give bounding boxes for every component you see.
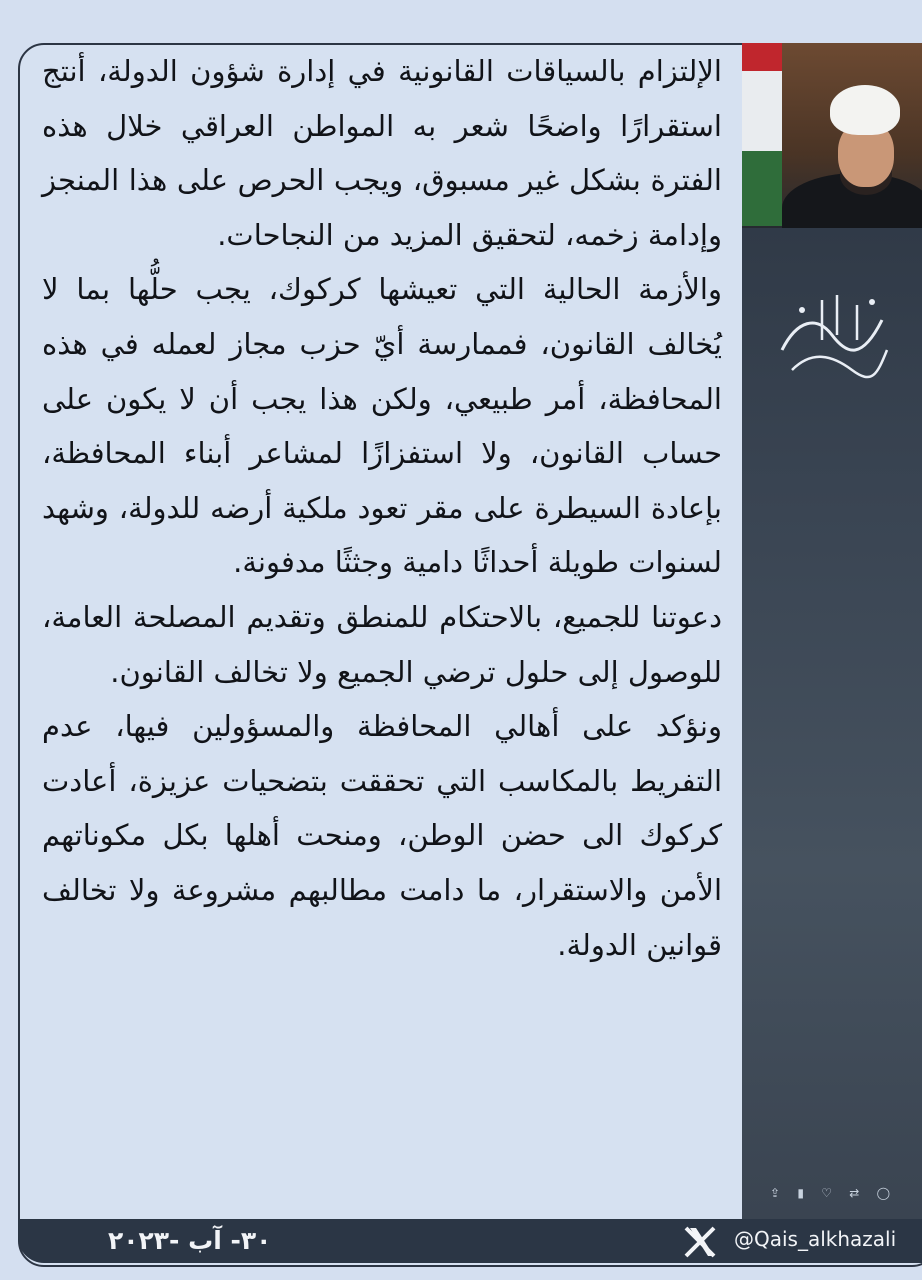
signature-icon: [762, 280, 902, 390]
flag-green-band: [742, 151, 782, 226]
comment-icon[interactable]: ◯: [876, 1186, 890, 1200]
statement-text: [42, 44, 722, 972]
share-icon[interactable]: ⇪: [770, 1186, 781, 1200]
paragraph-1: الإلتزام بالسياقات القانونية في إدارة شؤون الدولة، أنتج استقرارًا واضحًا شعر به المواطن العراقي خلال هذه الفترة بشكل غير مسبوق، ويجب الحرص على هذا المنجز وإدامة زخمه، لتحقيق المزيد من النجاحات.: [42, 54, 722, 252]
post-date: ٣٠- آب -٢٠٢٣: [108, 1226, 272, 1255]
stats-icon[interactable]: ▮: [797, 1186, 804, 1200]
portrait-photo: [742, 43, 922, 228]
calligraphy-signature: [762, 280, 902, 390]
paragraph-4: ونؤكد على أهالي المحافظة والمسؤولين فيها، عدم التفريط بالمكاسب التي تحققت بتضحيات عزيزة، أعادت كركوك الى حضن الوطن، ومنحت أهلها بكل مكوناتهم الأمن والاستقرار، ما دامت مطالبهم مشروعة ولا تخالف قوانين الدولة.: [42, 709, 722, 962]
heart-icon[interactable]: ♡: [821, 1186, 832, 1200]
paragraph-2: والأزمة الحالية التي تعيشها كركوك، يجب حلُّها بما لا يُخالف القانون، فممارسة أيّ حزب مجاز لعمله في هذه المحافظة، أمر طبيعي، ولكن هذا يجب أن لا يكون على حساب القانون، ولا استفزازًا لمشاعر أبناء المحافظة، بإعادة السيطرة على مقر تعود ملكية أرضه للدولة، وشهد لسنوات طويلة أحداثًا دامية وجثثًا مدفونة.: [42, 272, 722, 580]
x-logo-icon: [680, 1222, 720, 1262]
twitter-handle[interactable]: @Qais_alkhazali: [734, 1227, 897, 1251]
social-actions: [770, 1185, 890, 1201]
flag-red-band: [742, 43, 782, 71]
paragraph-3: دعوتنا للجميع، بالاحتكام للمنطق وتقديم المصلحة العامة، للوصول إلى حلول ترضي الجميع ولا تخالف القانون.: [42, 599, 722, 689]
flag-white-band: [742, 71, 782, 151]
turban-shape: [830, 85, 900, 135]
repost-icon[interactable]: ⇄: [849, 1186, 860, 1200]
